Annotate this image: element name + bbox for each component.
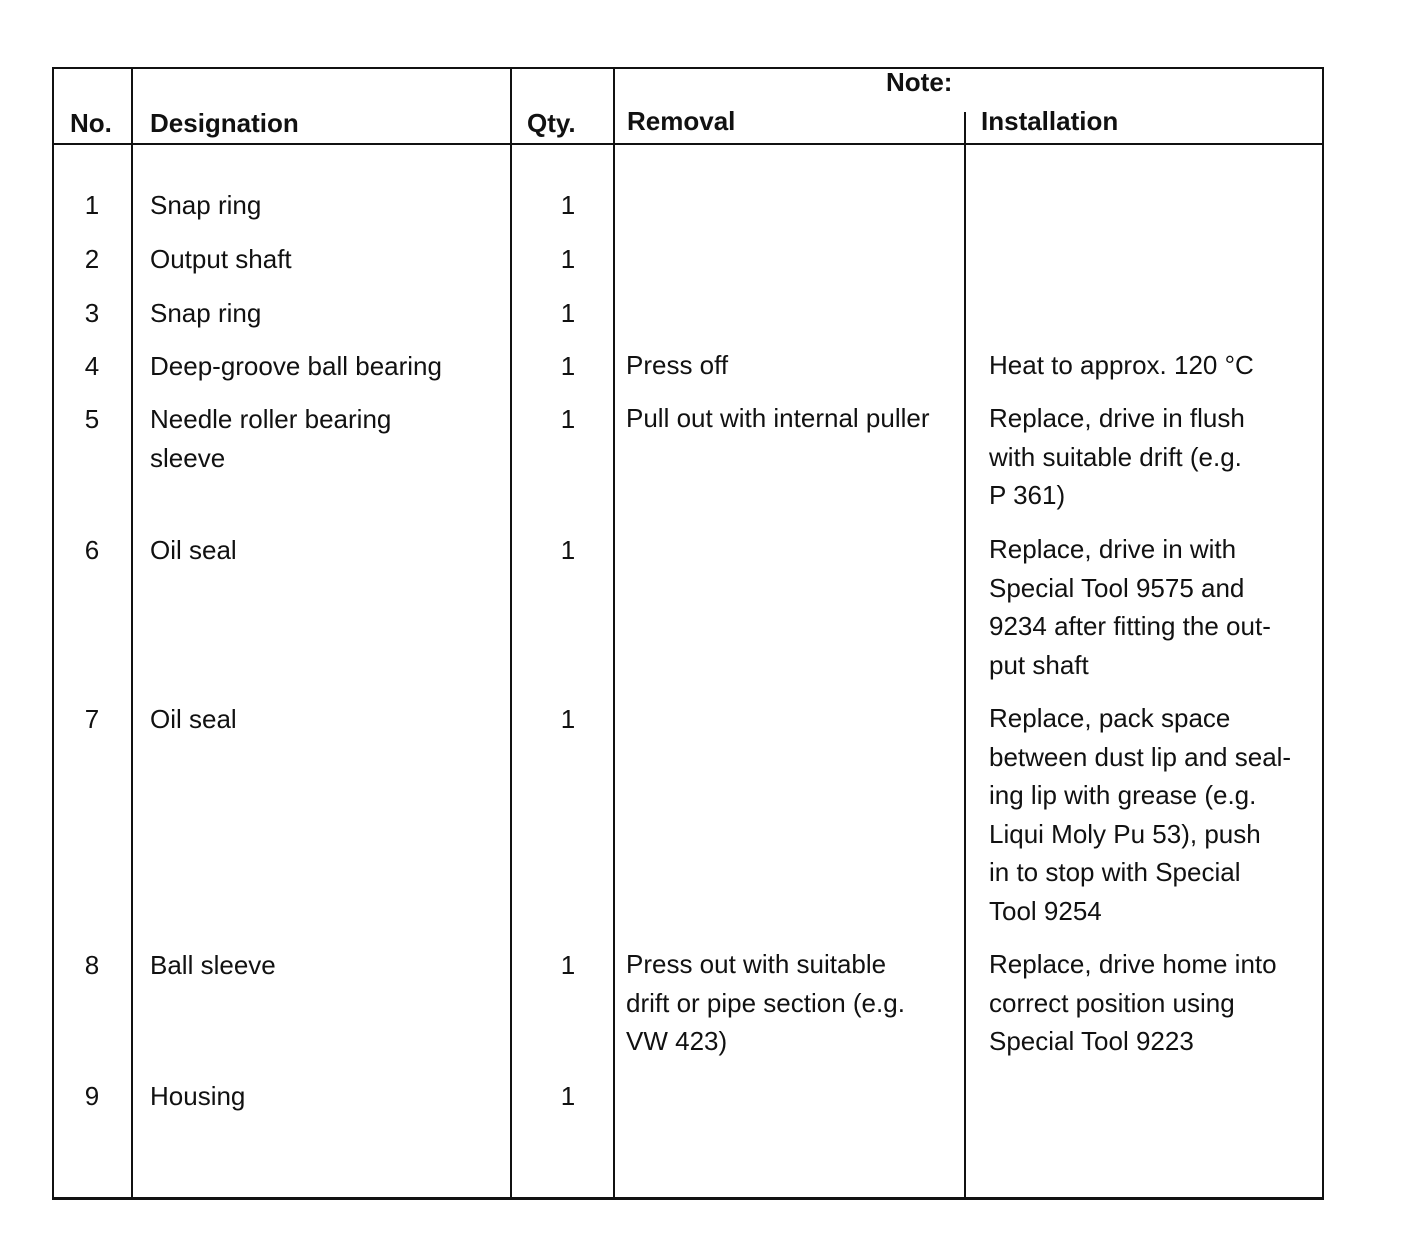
row-removal-note: drift or pipe section (e.g. <box>626 987 905 1018</box>
row-designation: Ball sleeve <box>150 950 276 980</box>
row-designation: Oil seal <box>150 535 237 565</box>
row-number: 8 <box>84 950 100 980</box>
row-number: 6 <box>84 535 100 565</box>
header-designation: Designation <box>150 108 299 138</box>
column-divider-removal <box>964 112 966 1197</box>
row-installation-note: with suitable drift (e.g. <box>989 441 1242 472</box>
row-designation: Oil seal <box>150 704 237 734</box>
row-designation: Housing <box>150 1081 246 1111</box>
column-divider-no <box>131 67 133 1200</box>
row-number: 7 <box>84 704 100 734</box>
row-installation-note: Heat to approx. 120 °C <box>989 350 1254 380</box>
row-installation-note: Liqui Moly Pu 53), push <box>989 818 1261 849</box>
header-no: No. <box>70 108 112 138</box>
row-installation-note: Replace, drive home into <box>989 949 1277 979</box>
row-installation-note: between dust lip and seal- <box>989 741 1292 772</box>
row-quantity: 1 <box>560 190 576 220</box>
row-number: 1 <box>84 190 100 220</box>
column-divider-qty <box>613 67 615 1197</box>
row-installation-note: ing lip with grease (e.g. <box>989 780 1257 810</box>
row-installation-note: Tool 9254 <box>989 895 1102 926</box>
header-note: Note: <box>886 67 953 97</box>
row-quantity: 1 <box>560 351 576 381</box>
row-removal-note: VW 423) <box>626 1026 728 1056</box>
row-quantity: 1 <box>560 704 576 734</box>
row-installation-note: Special Tool 9575 and <box>989 572 1245 603</box>
row-number: 2 <box>84 244 100 274</box>
row-removal-note: Press out with suitable <box>626 949 887 979</box>
row-number: 4 <box>84 351 100 381</box>
row-removal-note: Pull out with internal puller <box>626 403 930 433</box>
header-qty: Qty. <box>527 108 576 138</box>
row-number: 9 <box>84 1081 100 1111</box>
header-removal: Removal <box>627 106 736 136</box>
row-installation-note: correct position using <box>989 987 1235 1018</box>
row-installation-note: in to stop with Special <box>989 857 1241 887</box>
row-installation-note: Replace, drive in flush <box>989 403 1245 433</box>
column-divider-designation <box>510 67 512 1200</box>
row-quantity: 1 <box>560 404 576 434</box>
row-number: 3 <box>84 298 100 328</box>
row-designation: Snap ring <box>150 190 262 220</box>
row-quantity: 1 <box>560 535 576 565</box>
row-designation: Output shaft <box>150 244 292 274</box>
row-installation-note: Replace, pack space <box>989 703 1231 733</box>
row-designation: Snap ring <box>150 298 262 328</box>
row-number: 5 <box>84 404 100 434</box>
row-installation-note: P 361) <box>989 480 1066 510</box>
row-designation: Needle roller bearing <box>150 404 392 434</box>
header-divider <box>52 143 1324 145</box>
row-installation-note: Special Tool 9223 <box>989 1026 1194 1056</box>
row-quantity: 1 <box>560 950 576 980</box>
row-designation: sleeve <box>150 442 226 473</box>
row-removal-note: Press off <box>626 350 729 380</box>
row-quantity: 1 <box>560 1081 576 1111</box>
header-installation: Installation <box>981 106 1119 136</box>
row-installation-note: Replace, drive in with <box>989 534 1237 564</box>
row-designation: Deep-groove ball bearing <box>150 351 442 381</box>
row-installation-note: put shaft <box>989 649 1089 680</box>
row-installation-note: 9234 after fitting the out- <box>989 611 1271 641</box>
row-quantity: 1 <box>560 298 576 328</box>
row-quantity: 1 <box>560 244 576 274</box>
